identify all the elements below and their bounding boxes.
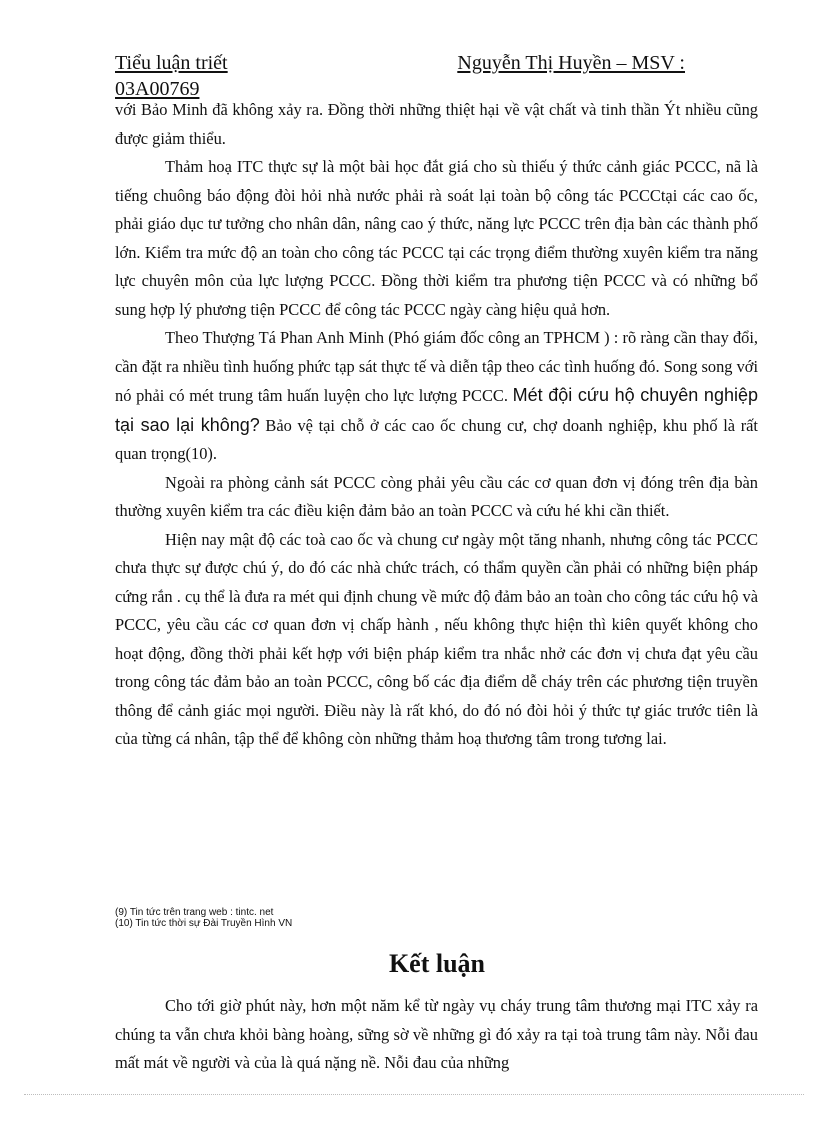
page-header	[115, 50, 685, 102]
header-line	[115, 50, 685, 76]
footnotes	[115, 907, 292, 929]
body-text	[115, 96, 758, 754]
page-bottom-divider	[24, 1094, 804, 1095]
header-document-title: Tiểu luận triết	[115, 52, 228, 74]
paragraph-4: Ngoài ra phòng cảnh sát PCCC còng phải yêu cầu các cơ quan đơn vị đóng trên địa bàn thường xuyên kiểm tra các điều kiện đảm bảo an toàn PCCC và cứu hé khi cần thiết.	[115, 472, 758, 520]
section-title-conclusion: Kết luận	[388, 949, 486, 978]
paragraph-1: với Bảo Minh đã không xảy ra. Đồng thời những thiệt hại về vật chất và tinh thần Ýt nhiều cũng được giảm thiểu.	[115, 100, 758, 148]
paragraph-3-part-b: Mét đội cứu hộ chuyên nghiệp tại sao lại không?	[115, 385, 758, 435]
paragraph-5: Hiện nay mật độ các toà cao ốc và chung cư ngày một tăng nhanh, nhưng công tác PCCC chưa thực sự được chú ý, do đó các nhà chức trách, có thẩm quyền cần phải có những biện pháp cứng rắn . cụ thể là đưa ra mét qui định chung về mức độ đảm bảo an toàn cho công tác cứu hộ và PCCC, yêu cầu các cơ quan đơn vị chấp hành , nếu không thực hiện thì kiên quyết không cho hoạt động, đồng thời phải kết hợp với biện pháp kiểm tra nhắc nhở các đơn vị chưa đạt yêu cầu trong công tác đảm bảo an toàn PCCC, công bố các địa điểm dễ cháy trên các phương tiện truyền thông để cảnh giác mọi người. Điều này là rất khó, do đó nó đòi hỏi ý thức tự giác trước tiên là của từng cá nhân, tập thể để không còn những thảm hoạ thương tâm trong tương lai.	[115, 529, 758, 748]
paragraph-3-part-c: Bảo vệ tại chỗ ở các cao ốc chung cư, chợ doanh nghiệp, khu phố là rất quan trọng(10).	[115, 415, 758, 463]
header-author: Nguyễn Thị Huyền – MSV :	[457, 52, 685, 74]
footnote-9: (9) Tin tức trên trang web : tintc. net	[115, 907, 274, 918]
paragraph-3	[115, 324, 758, 469]
footnote-10: (10) Tin tức thời sự Đài Truyền Hình VN	[115, 918, 293, 929]
paragraph-3-part-a: Theo Thượng Tá Phan Anh Minh (Phó giám đốc công an TPHCM ) : rõ ràng cần thay đổi, cần đặt ra nhiều tình huống phức tạp sát thực tế và diễn tập theo các tình huống đó. Song song với nó phải có mét trung tâm huấn luyện cho lực lượng PCCC.	[115, 328, 758, 405]
header-student-id: 03A00769	[115, 78, 200, 100]
conclusion-paragraph-1: Cho tới giờ phút này, hơn một năm kể từ ngày vụ cháy trung tâm thương mại ITC xảy ra chúng ta vẫn chưa khỏi bàng hoàng, sững sờ về những gì đó xảy ra tại toà trung tâm này. Nỗi đau mất mát về người và của là quá nặng nề. Nỗi đau của những	[115, 996, 758, 1072]
paragraph-2: Thảm hoạ ITC thực sự là một bài học đắt giá cho sù thiếu ý thức cảnh giác PCCC, nã là tiếng chuông báo động đòi hỏi nhà nước phải rà soát lại toàn bộ công tác PCCCtại các cao ốc, phải giáo dục tư tưởng cho nhân dân, nâng cao ý thức, năng lực PCCC trên địa bàn các thành phố lớn. Kiểm tra mức độ an toàn cho công tác PCCC tại các trọng điểm thường xuyên kiểm tra năng lực chuyên môn của lực lượng PCCC. Đồng thời kiểm tra phương tiện PCCC và có những bổ sung hợp lý phương tiện PCCC để công tác PCCC ngày càng hiệu quả hơn.	[115, 157, 758, 319]
conclusion-text	[115, 992, 758, 1078]
